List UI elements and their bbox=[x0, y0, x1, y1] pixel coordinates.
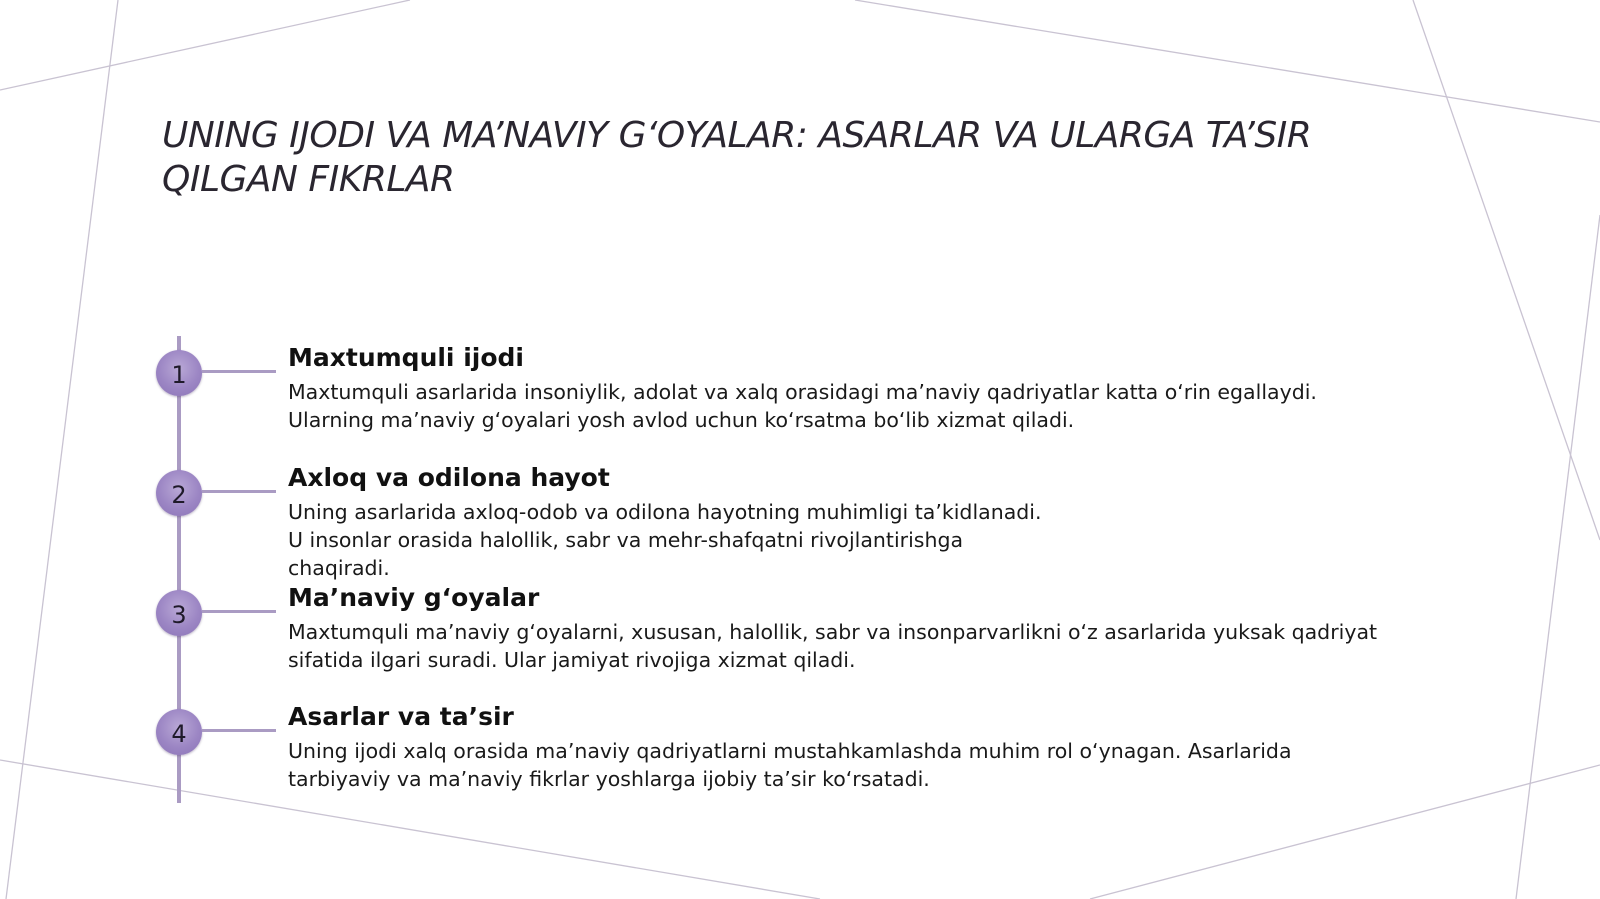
step-description-line: Uning asarlarida axloq-odob va odilona hayotning muhimligi ta’kidlanadi. bbox=[288, 500, 1042, 524]
step-connector-line bbox=[202, 729, 276, 732]
step-title: Asarlar va ta’sir bbox=[288, 702, 514, 731]
slide-title: UNING IJODI VA MA’NAVIY G‘OYALAR: ASARLAR VA ULARGA TA’SIR QILGAN FIKRLAR bbox=[162, 115, 1312, 200]
step-description bbox=[288, 498, 1448, 582]
step-description-line: Maxtumquli asarlarida insoniylik, adolat va xalq orasidagi ma’naviy qadriyatlar katta o‘rin egallaydi. bbox=[288, 380, 1317, 404]
step-title: Axloq va odilona hayot bbox=[288, 463, 610, 492]
step-title: Ma’naviy g‘oyalar bbox=[288, 583, 540, 612]
step-description bbox=[288, 378, 1448, 434]
step-description-line: sifatida ilgari suradi. Ular jamiyat rivojiga xizmat qiladi. bbox=[288, 648, 856, 672]
step-number-badge: 3 bbox=[156, 590, 202, 636]
step-description-line: tarbiyaviy va ma’naviy fikrlar yoshlarga ijobiy ta’sir ko‘rsatadi. bbox=[288, 767, 930, 791]
step-description bbox=[288, 737, 1448, 793]
step-number-badge: 4 bbox=[156, 709, 202, 755]
step-connector-line bbox=[202, 610, 276, 613]
step-description-line: Maxtumquli ma’naviy g‘oyalarni, xususan, halollik, sabr va insonparvarlikni o‘z asarlarida yuksak qadriyat bbox=[288, 620, 1378, 644]
step-number-badge: 1 bbox=[156, 350, 202, 396]
step-connector-line bbox=[202, 490, 276, 493]
step-title: Maxtumquli ijodi bbox=[288, 343, 524, 372]
step-connector-line bbox=[202, 370, 276, 373]
step-description-line: chaqiradi. bbox=[288, 556, 390, 580]
step-number-badge: 2 bbox=[156, 470, 202, 516]
step-description-line: U insonlar orasida halollik, sabr va mehr-shafqatni rivojlantirishga bbox=[288, 528, 964, 552]
step-description bbox=[288, 618, 1448, 674]
step-description-line: Ularning ma’naviy g‘oyalari yosh avlod uchun ko‘rsatma bo‘lib xizmat qiladi. bbox=[288, 408, 1075, 432]
step-description-line: Uning ijodi xalq orasida ma’naviy qadriyatlarni mustahkamlashda muhim rol o‘ynagan. Asarlarida bbox=[288, 739, 1292, 763]
